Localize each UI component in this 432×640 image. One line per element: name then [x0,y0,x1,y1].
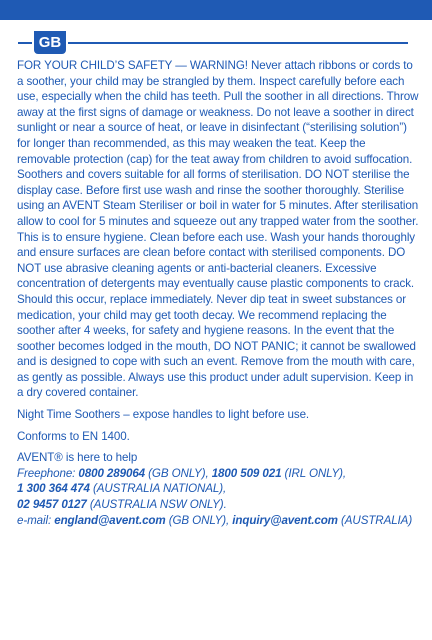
email-gb-region: (GB ONLY), [165,513,233,527]
language-badge: GB [34,31,66,54]
instructions-content [17,58,421,528]
section-rule-right [68,42,408,44]
top-color-band [0,0,432,20]
phone-au-national: 1 300 364 474 [17,482,90,496]
freephone-label: Freephone: [17,466,79,480]
safety-warning-paragraph: FOR YOUR CHILD’S SAFETY — WARNING! Never attach ribbons or cords to a soother, your child may be strangled by them. Inspect carefully before each use, especially when the child has teeth. Pull the soother in all directions. Throw away at the first signs of damage or weakness. Do not leave a soother in direct sunlight or near a source of heat, or leave in disinfectant (“sterilising solution”) for longer than recommended, as this may weaken the teat. Keep the removable protection (cap) for the teat away from children to avoid suffocation. Soothers and covers suitable for all forms of sterilisation. DO NOT sterilise the display case. Before first use wash and rinse the soother thoroughly. Sterilise using an AVENT Steam Steriliser or boil in water for 5 minutes. After sterilisation allow to cool for 5 minutes and squeeze out any trapped water from the soother. This is to ensure hygiene. Clean before each use. Wash your hands thoroughly and ensure surfaces are clean before contact with sterilised components. DO NOT use abrasive cleaning agents or anti-bacterial cleaners. Excessive concentration of detergents may eventually cause plastic components to crack. Should this occur, replace immediately. Never dip teat in sweet substances or medication, your child may get tooth decay. We recommend replacing the soother after 4 weeks, for safety and hygiene reasons. In the event that the soother becomes lodged in the mouth, DO NOT PANIC; it cannot be swallowed and is designed to cope with such an event. Remove from the mouth with care, as gently as possible. Always use this product under adult supervision. Keep in a dry covered container. [17,59,419,400]
freephone-line-2 [17,481,421,497]
section-rule-left [18,42,32,44]
email-gb: england@avent.com [54,513,166,527]
phone-irl-region: (IRL ONLY), [281,466,346,480]
email-au: inquiry@avent.com [232,513,338,527]
phone-gb: 0800 289064 [78,466,146,480]
contact-block [17,450,421,528]
freephone-line-3 [17,497,421,513]
conformity-statement: Conforms to EN 1400. [17,429,130,443]
email-label: e-mail: [17,513,55,527]
phone-au-national-region: (AUSTRALIA NATIONAL), [89,482,227,496]
phone-au-nsw: 02 9457 0127 [17,498,87,512]
email-line [17,513,421,529]
phone-au-nsw-region: (AUSTRALIA NSW ONLY). [86,498,227,512]
email-au-region: (AUSTRALIA) [337,513,413,527]
freephone-line-1 [17,466,421,482]
phone-irl: 1800 509 021 [211,466,282,480]
night-time-note: Night Time Soothers – expose handles to light before use. [17,408,310,422]
contact-heading: AVENT® is here to help [17,451,138,465]
phone-gb-region: (GB ONLY), [145,466,212,480]
